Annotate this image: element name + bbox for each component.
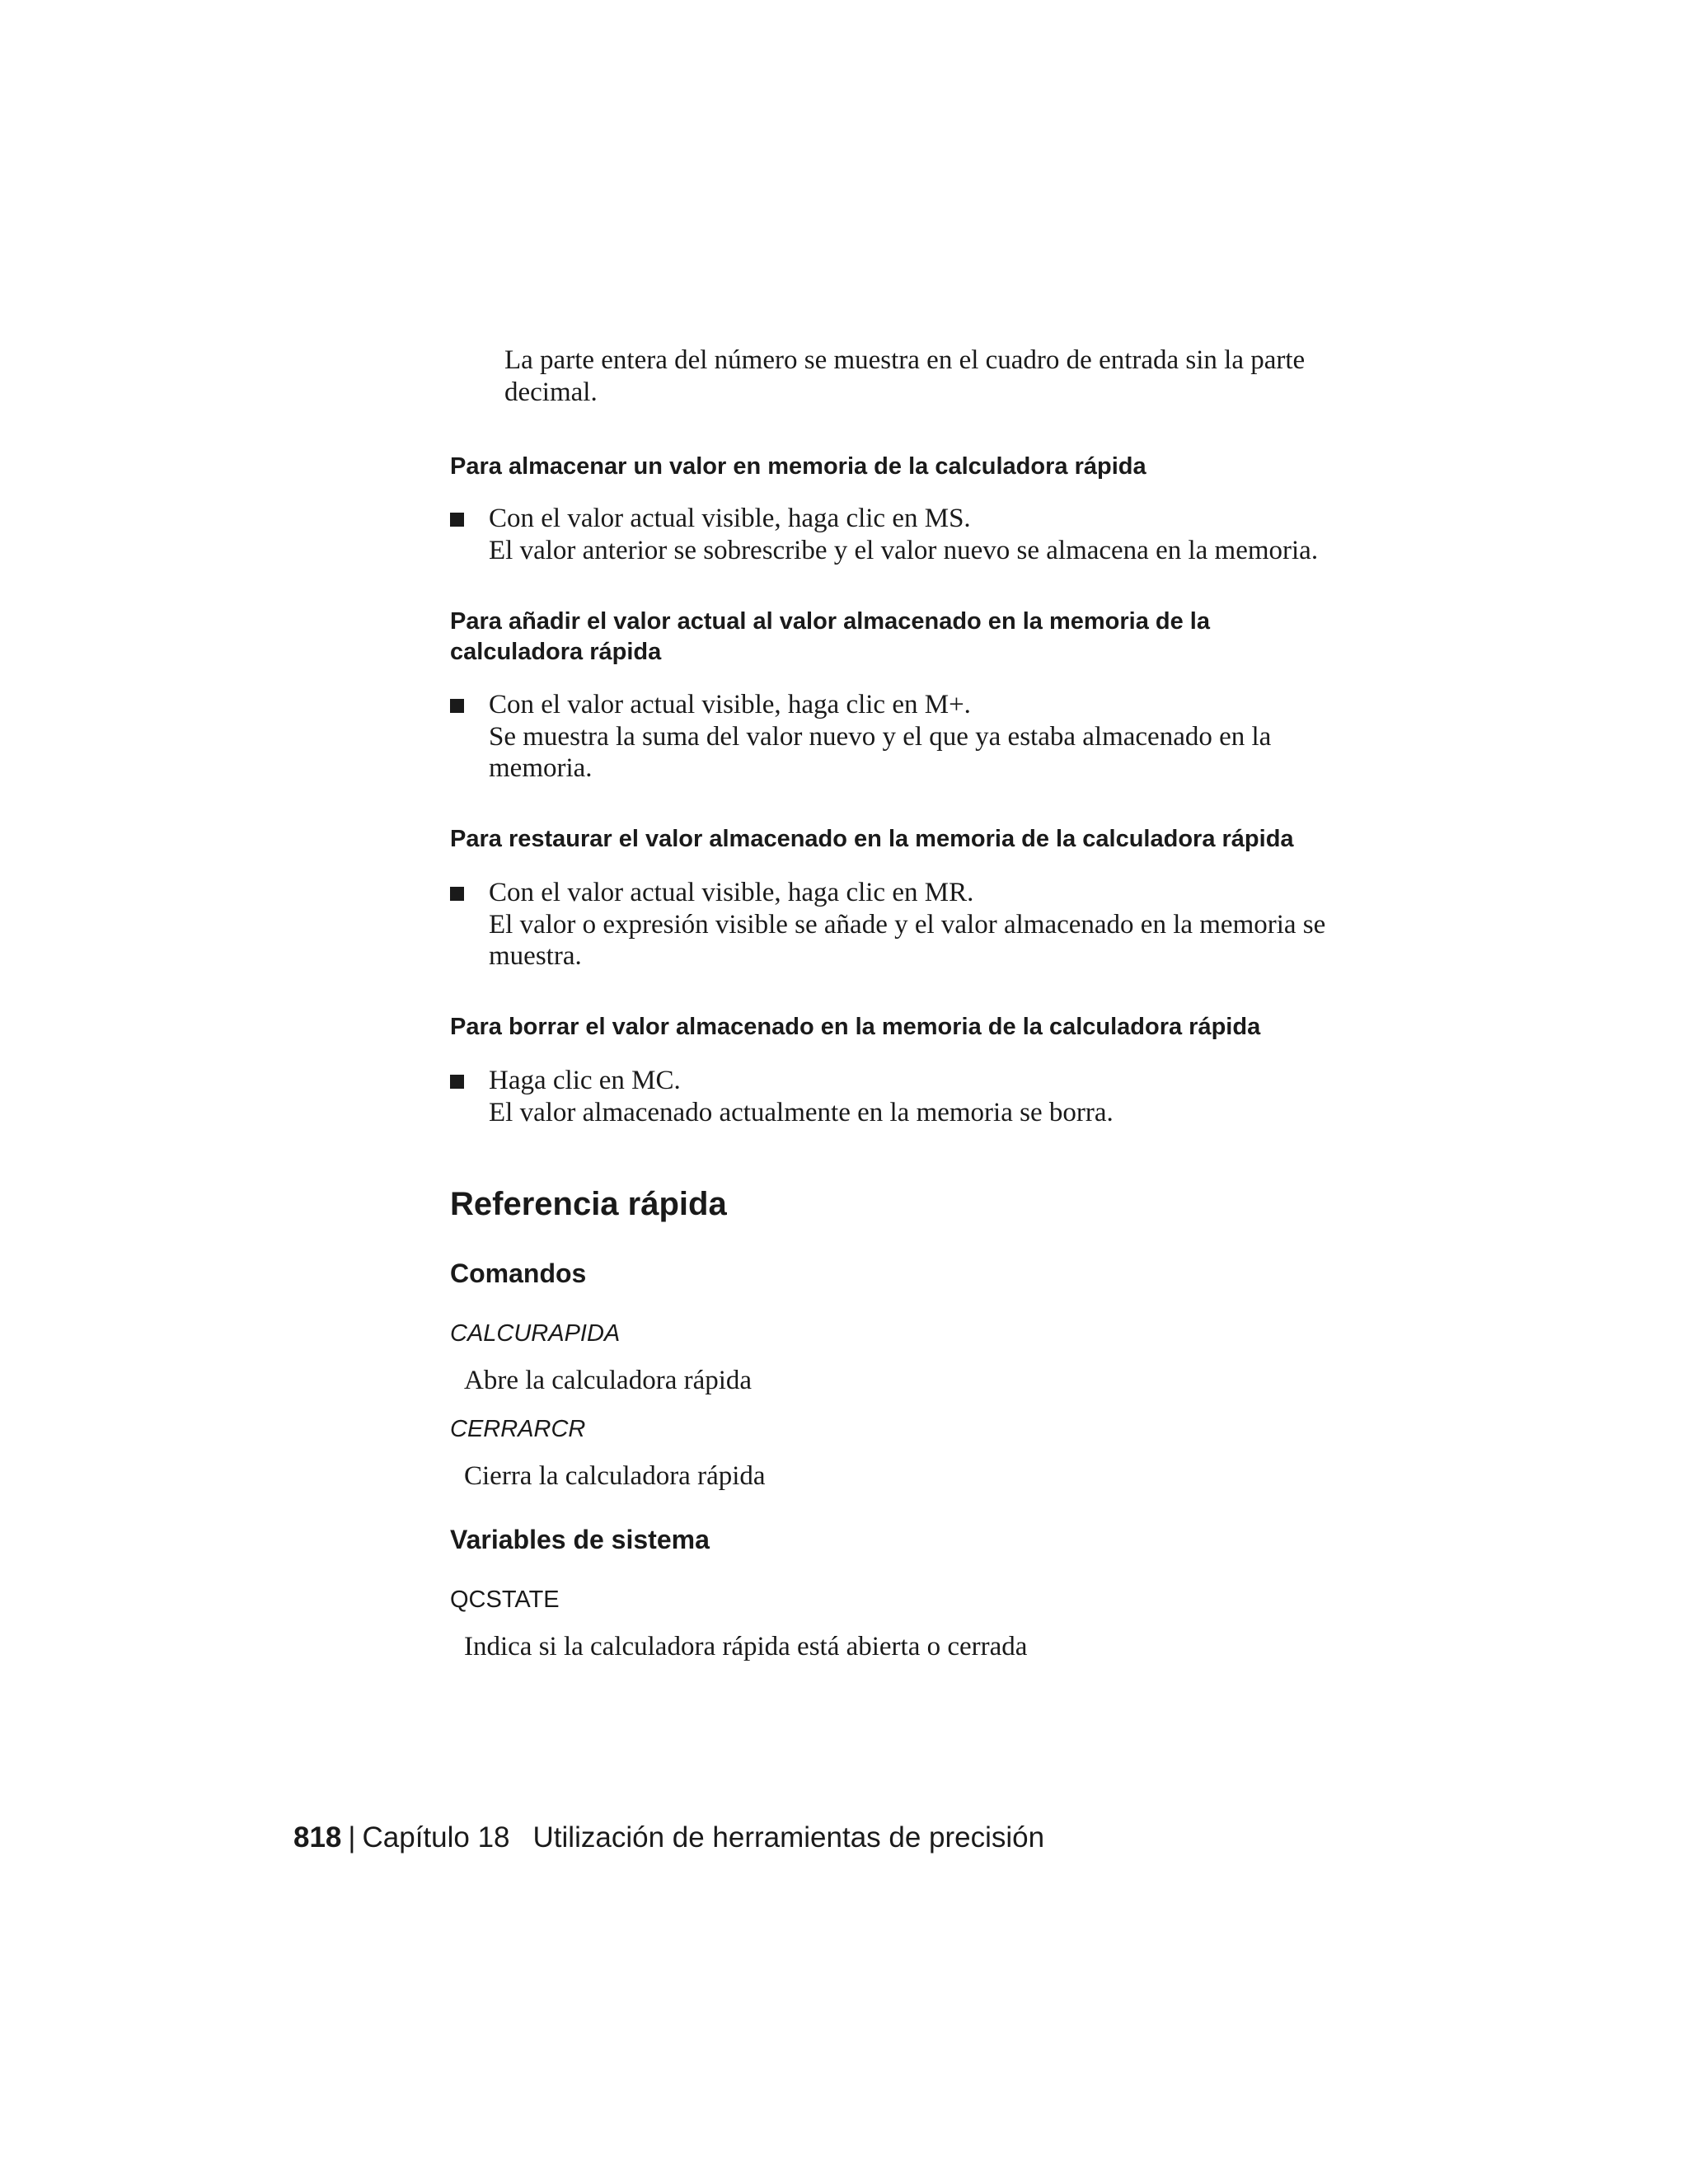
step-result: Se muestra la suma del valor nuevo y el que ya estaba almacenado en la memoria. (489, 721, 1272, 783)
procedure-heading-clear: Para borrar el valor almacenado en la memoria de la calculadora rápida (450, 1014, 1261, 1040)
bullet-icon (450, 513, 464, 527)
command-description: Cierra la calculadora rápida (464, 1461, 766, 1491)
bullet-icon (450, 699, 464, 713)
chapter-title: Utilización de herramientas de precisión (532, 1821, 1045, 1854)
procedure-heading-add: Para añadir el valor actual al valor almacenado en la memoria de la calculadora rápida (450, 608, 1210, 665)
procedure-step-add (450, 689, 1348, 785)
page-number: 818 (293, 1821, 342, 1854)
bullet-icon (450, 887, 464, 901)
system-variable-description: Indica si la calculadora rápida está abierta o cerrada (464, 1632, 1028, 1661)
footer-separator: | (348, 1821, 356, 1854)
step-action: Con el valor actual visible, haga clic en MR. (489, 878, 974, 907)
system-variables-title: Variables de sistema (450, 1525, 710, 1554)
step-action: Con el valor actual visible, haga clic en M+. (489, 690, 971, 719)
procedure-step-store (450, 503, 1348, 566)
procedure-step-clear (450, 1065, 1348, 1128)
procedure-heading-store: Para almacenar un valor en memoria de la calculadora rápida (450, 453, 1146, 480)
command-name: CERRARCR (450, 1416, 586, 1442)
step-action: Con el valor actual visible, haga clic en MS. (489, 504, 971, 533)
chapter-label: Capítulo 18 (362, 1821, 510, 1854)
step-result: El valor o expresión visible se añade y el valor almacenado en la memoria se muestra. (489, 909, 1326, 971)
commands-title: Comandos (450, 1258, 587, 1288)
step-action: Haga clic en MC. (489, 1066, 681, 1095)
command-description: Abre la calculadora rápida (464, 1366, 753, 1395)
quick-reference-title: Referencia rápida (450, 1186, 727, 1222)
command-name: CALCURAPIDA (450, 1320, 621, 1347)
intro-paragraph: La parte entera del número se muestra en el cuadro de entrada sin la parte decimal. (504, 345, 1306, 407)
procedure-heading-restore: Para restaurar el valor almacenado en la memoria de la calculadora rápida (450, 826, 1294, 852)
step-result: El valor anterior se sobrescribe y el valor nuevo se almacena en la memoria. (489, 535, 1319, 565)
page-footer (293, 1820, 1044, 1856)
bullet-icon (450, 1075, 464, 1089)
system-variable-name: QCSTATE (450, 1586, 560, 1613)
procedure-step-restore (450, 877, 1348, 972)
step-result: El valor almacenado actualmente en la memoria se borra. (489, 1097, 1114, 1127)
